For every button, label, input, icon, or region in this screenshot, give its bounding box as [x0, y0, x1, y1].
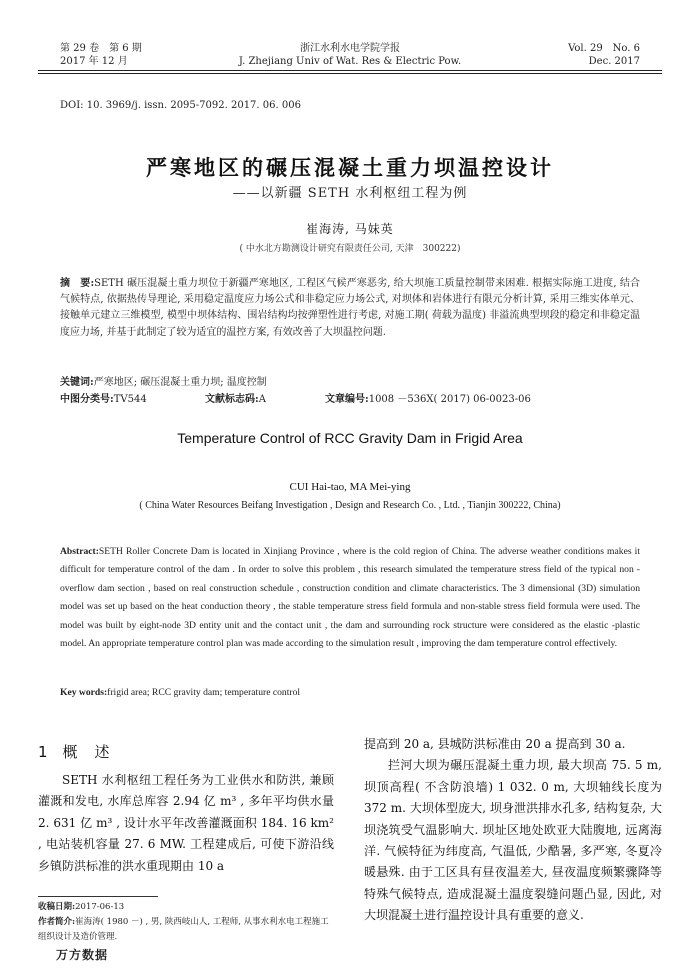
bio-label: 作者简介:	[38, 917, 76, 927]
paper-title-zh: 严寒地区的碾压混凝土重力坝温控设计	[146, 156, 554, 180]
abstract-zh	[60, 276, 640, 341]
clc-label: 中图分类号:	[60, 394, 114, 405]
article-number	[325, 390, 531, 405]
journal-issue-block	[560, 42, 640, 68]
clc-number	[60, 390, 147, 405]
watermark: 万方数据	[56, 948, 109, 962]
body-paragraph: 拦河大坝为碾压混凝土重力坝, 最大坝高 75. 5 m, 坝顶高程( 不含防浪墙) 1 032. 0 m, 大坝轴线长度为 372 m. 大坝体型庞大, 坝身泄洪排水孔多, 结构复杂, 大坝浇筑受气温影响大. 坝址区地处欧亚大陆腹地, 远离海洋. 气候特征为纬度高, 气温低, 少酷暑, 多严寒, 冬夏冷暖悬殊. 由于工区具有昼夜温差大, 昼夜温度频繁骤降等特殊气候特点, 造成混凝土温度裂缝问题凸显, 因此, 对大坝混凝土进行温控设计具有重要的意义.	[364, 758, 662, 923]
doc-code-label: 文献标志码:	[205, 394, 259, 405]
header-rule-bottom	[38, 73, 662, 74]
keywords-en-text: frigid area; RCC gravity dam; temperature control	[107, 687, 301, 698]
journal-volume: 第 29 卷 第 6 期	[60, 43, 142, 54]
body-paragraph: 提高到 20 a, 县城防洪标准由 20 a 提高到 30 a.	[364, 737, 626, 751]
paper-title-en: Temperature Control of RCC Gravity Dam in Frigid Area	[177, 430, 523, 446]
body-column-left	[38, 770, 334, 877]
section-title: 概 述	[62, 743, 111, 761]
doc-code	[205, 390, 266, 405]
abstract-en	[60, 543, 640, 653]
keywords-zh-text: 严寒地区; 碾压混凝土重力坝; 温度控制	[93, 377, 267, 388]
doc-code-value: A	[258, 394, 266, 405]
section-number: 1	[38, 743, 49, 761]
affiliation-zh: ( 中水北方勘测设计研究有限责任公司, 天津 300222)	[239, 244, 461, 254]
keywords-zh	[60, 373, 640, 388]
journal-volume-en: Vol. 29 No. 6	[568, 43, 640, 54]
abstract-en-label: Abstract:	[60, 546, 99, 557]
doi[interactable]: DOI: 10. 3969/j. issn. 2095-7092. 2017. 06. 006	[60, 100, 301, 111]
journal-date-en: Dec. 2017	[588, 56, 640, 67]
section-heading	[38, 741, 111, 762]
abstract-zh-text: SETH 碾压混凝土重力坝位于新疆严寒地区, 工程区气候严寒恶劣, 给大坝施工质量控制带来困难. 根据实际施工进度, 结合气候特点, 依据热传导理论, 采用稳定温度应力场公式和非稳定应力场公式, 对坝体和岩体进行有限元分析计算, 采用三维实体单元、接触单元建立三维模型, 模型中坝体结构、围岩结构均按弹塑性进行考虑, 对施工期( 荷载为温度) 非溢流典型坝段的稳定和非稳定温度应力场, 并基于此制定了较为适宜的温控方案, 有效改善了大坝温控问题.	[60, 278, 640, 338]
clc-value: TV544	[113, 394, 147, 405]
journal-date-zh: 2017 年 12 月	[60, 56, 128, 67]
article-no-label: 文章编号:	[325, 394, 369, 405]
paper-subtitle-zh: ——以新疆 SETH 水利枢纽工程为例	[232, 186, 468, 201]
body-paragraph: SETH 水利枢纽工程任务为工业供水和防洪, 兼顾灌溉和发电, 水库总库容 2.94 亿 m³ , 多年平均供水量 2. 631 亿 m³ , 设计水平年改善灌溉面积 184. 16 km² , 电站装机容量 27. 6 MW. 工程建成后, 可使下游沿线乡镇防洪标准的洪水重现期由 10 a	[38, 773, 334, 873]
received-label: 收稿日期:	[38, 902, 76, 912]
footnote-rule	[38, 896, 158, 897]
authors-zh: 崔海涛, 马妹英	[306, 222, 394, 236]
affiliation-en: ( China Water Resources Beifang Investigation , Design and Research Co. , Ltd. , Tianjin 300222, China)	[139, 500, 561, 511]
journal-name-en: J. Zhejiang Univ of Wat. Res & Electric Pow.	[238, 56, 462, 67]
received-value: 2017-06-13	[75, 902, 125, 912]
footnote	[38, 900, 334, 945]
received-date	[38, 900, 334, 915]
journal-name-block	[220, 42, 480, 68]
keywords-zh-label: 关键词:	[60, 377, 94, 388]
abstract-zh-label: 摘 要:	[60, 278, 95, 289]
article-no-value: 1008 －536X( 2017) 06-0023-06	[368, 394, 531, 405]
bio-value: 崔海涛( 1980 －) , 男, 陕西岐山人, 工程师, 从事水利水电工程施工组织设计及造价管理.	[38, 917, 329, 942]
author-bio	[38, 915, 334, 945]
journal-volume-block	[60, 42, 180, 68]
journal-name-zh: 浙江水利水电学院学报	[300, 43, 400, 54]
abstract-en-text: SETH Roller Concrete Dam is located in Xinjiang Province , where is the cold region of China. The adverse weather conditions makes it difficult for temperature control of the dam . In order to solve this problem , this research simulated the temperature stress field of the typical non -overflow dam section , based on real construction schedule , construction condition and climate characteristics. The 3 dimensional (3D) simulation model was set up based on the heat conduction theory , the stable temperature stress field formula and non-stable stress field formula were used. The model was built by eight-node 3D entity unit and the contact unit , the dam and surrounding rock structure were considered as the elastic -plastic model. An appropriate temperature control plan was made according to the simulation result , improving the dam temperature control effectively.	[60, 546, 640, 650]
body-column-right	[364, 734, 662, 927]
header-rule-top	[38, 70, 662, 71]
keywords-en-label: Key words:	[60, 687, 108, 698]
keywords-en	[60, 687, 640, 698]
authors-en: CUI Hai-tao, MA Mei-ying	[289, 481, 411, 493]
